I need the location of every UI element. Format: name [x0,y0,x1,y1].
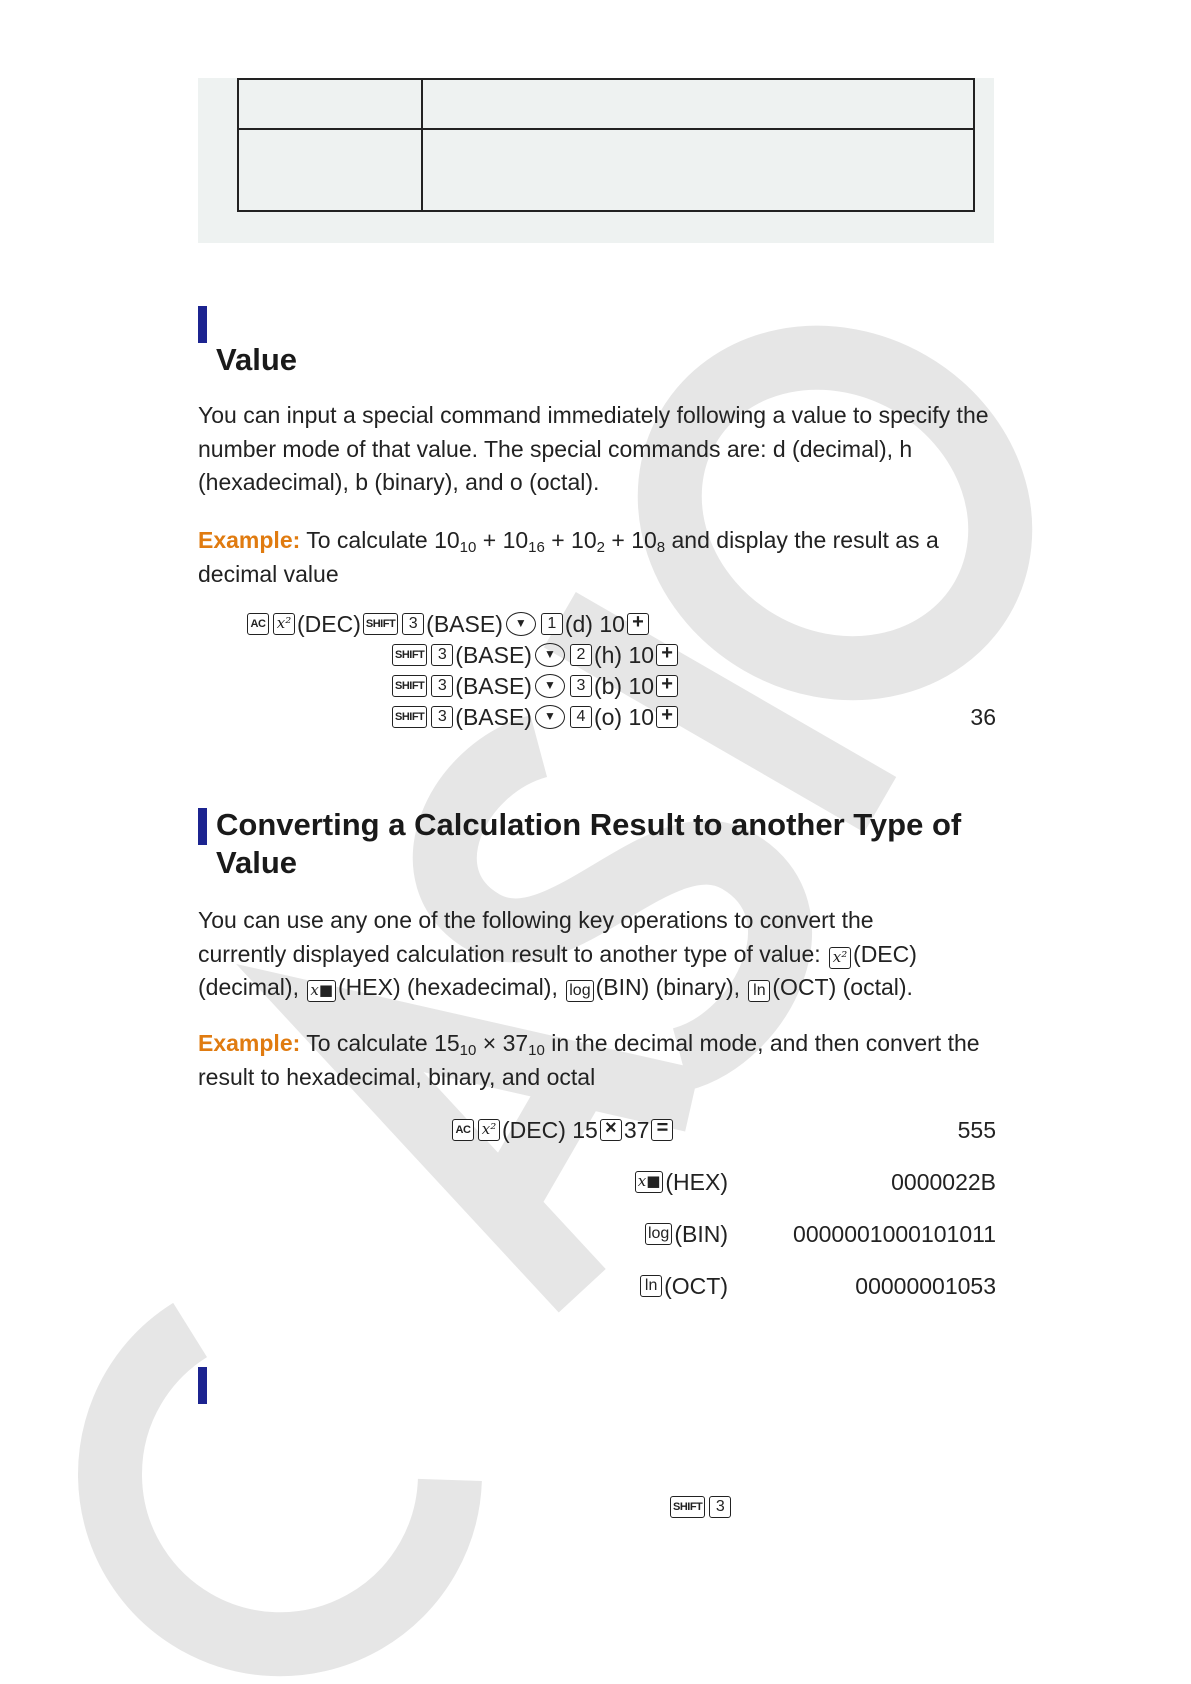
convert-paragraph [198,904,998,1005]
key-label: (BASE) [455,672,532,699]
three-key: 3 [431,644,453,666]
result-value: 36 [970,704,996,730]
section-bar [198,808,207,845]
log-key: log [645,1223,672,1245]
x-power-key: x■ [635,1171,664,1193]
key-label: (OCT) [664,1272,728,1299]
paragraph-text: You can use any one of the following key operations to convert the [198,907,874,933]
key-sequence-row-4 [390,702,680,732]
subscript: 2 [596,539,605,556]
convert-row-1 [450,1115,675,1145]
section-heading-value: Value [216,342,297,377]
key-label: (HEX) [665,1168,728,1195]
down-arrow-icon: ▼ [535,674,565,698]
ac-key: AC [247,613,269,635]
three-key: 3 [431,706,453,728]
subscript: 10 [528,1042,545,1059]
key-label: (h) 10 [593,641,655,668]
key-label: (BASE) [455,641,532,668]
plus-key: + [656,644,678,666]
shift-key: SHIFT [363,613,398,635]
three-key: 3 [709,1496,731,1518]
x-power-key: x■ [307,980,336,1002]
example-text: + 10 [476,527,529,553]
log-key: log [566,980,593,1002]
section-heading-converting [216,806,961,882]
subscript: 10 [459,1042,477,1059]
four-key: 4 [570,706,592,728]
paragraph-text: (decimal), [198,974,306,1000]
shift-key: SHIFT [670,1496,705,1518]
example-label: Example: [198,1030,301,1056]
convert-row-3 [643,1219,728,1249]
example-text: To calculate 10 [300,527,460,553]
paragraph-text: (DEC) [853,940,917,967]
table-cell [422,79,974,129]
bottom-key-row [668,1492,733,1522]
one-key: 1 [541,613,563,635]
three-key: 3 [431,675,453,697]
top-table [237,78,975,212]
result-octal: 00000001053 [855,1273,996,1299]
subscript: 8 [656,539,666,556]
paragraph-text: (OCT) (octal). [772,974,913,1000]
key-sequence-row-2 [390,640,680,670]
value-paragraph: You can input a special command immediately following a value to specify the number mode of that value. The special commands are: d (decimal), h (hexadecimal), b (binary), and o (octal). [198,402,989,495]
key-label: (DEC) 15 [502,1116,598,1143]
paragraph-text: (BIN) (binary), [595,974,747,1000]
down-arrow-icon: ▼ [535,643,565,667]
three-key: 3 [570,675,592,697]
table-row [238,79,974,129]
two-key: 2 [570,644,592,666]
down-arrow-icon: ▼ [535,705,565,729]
ln-key: ln [748,980,770,1002]
ac-key: AC [452,1119,474,1141]
shift-key: SHIFT [392,644,427,666]
key-sequence-row-3 [390,671,680,701]
example-text: in the decimal mode, and then convert the result to hexadecimal, binary, and octal [198,1030,980,1090]
heading-line: Value [216,845,297,880]
example-text: + 10 [604,527,657,553]
example-label: Example: [198,527,301,553]
example-text: × 37 [476,1030,529,1056]
key-label: (d) 10 [564,610,625,637]
result-binary: 0000001000101011 [793,1221,996,1247]
section-bar [198,1367,207,1404]
result-decimal: 555 [957,1117,996,1143]
equals-key: = [651,1119,673,1141]
key-sequence-row-1 [245,609,651,639]
example-text: To calculate 15 [300,1030,460,1056]
key-label: (DEC) [297,610,361,637]
table-cell [422,129,974,211]
x-squared-key: x² [273,613,295,635]
key-label: (BASE) [455,703,532,730]
key-label: (b) 10 [593,672,655,699]
key-label: 37 [623,1116,650,1143]
result-hex: 0000022B [891,1169,996,1195]
shift-key: SHIFT [392,675,427,697]
table-cell [238,129,422,211]
subscript: 16 [528,539,545,556]
times-key: × [600,1119,622,1141]
plus-key: + [627,613,649,635]
shift-key: SHIFT [392,706,427,728]
example-text: + 10 [544,527,597,553]
heading-line: Converting a Calculation Result to another Type of [216,807,962,842]
x-squared-key: x² [478,1119,500,1141]
table-row [238,129,974,211]
down-arrow-icon: ▼ [506,612,536,636]
key-label: (BIN) [674,1220,728,1247]
convert-row-2 [633,1167,728,1197]
key-label: (BASE) [426,610,503,637]
value-example [198,524,998,591]
convert-row-4 [638,1271,728,1301]
three-key: 3 [402,613,424,635]
paragraph-text: (HEX) (hexadecimal), [338,974,565,1000]
paragraph-text: currently displayed calculation result to another type of value: [198,940,828,967]
convert-example [198,1027,998,1094]
key-label: (o) 10 [593,703,655,730]
example-text: and display the result as a decimal value [198,527,939,587]
ln-key: ln [640,1275,662,1297]
subscript: 10 [459,539,477,556]
x-squared-key: x² [829,947,851,969]
section-bar [198,306,207,343]
table-cell [238,79,422,129]
plus-key: + [656,675,678,697]
plus-key: + [656,706,678,728]
